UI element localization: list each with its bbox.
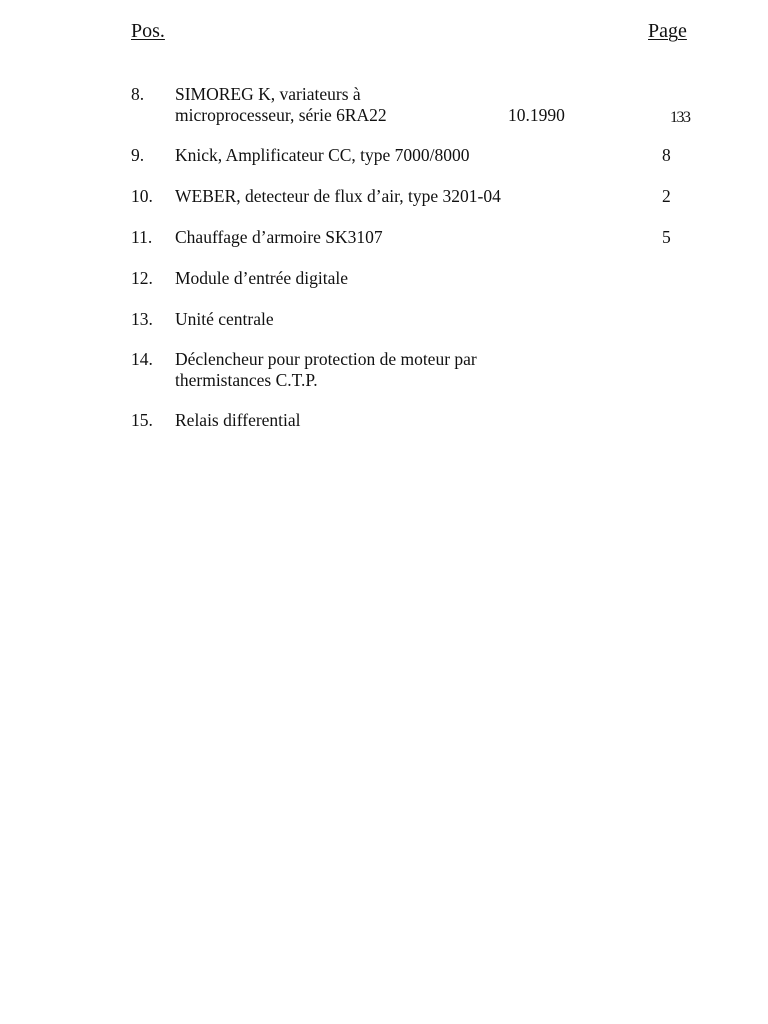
entry-title: Module d’entrée digitale [175, 268, 348, 288]
page-column-header: Page [648, 20, 687, 42]
entry-number: 15. [131, 410, 153, 430]
entry-page: 8 [662, 145, 671, 165]
entry-number: 14. [131, 349, 153, 369]
pos-column-header: Pos. [131, 20, 165, 42]
entry-number: 13. [131, 309, 153, 329]
entry-title: Unité centrale [175, 309, 274, 329]
entry-title: Knick, Amplificateur CC, type 7000/8000 [175, 145, 470, 165]
entry-number: 8. [131, 84, 145, 104]
entry-title: Chauffage d’armoire SK3107 [175, 227, 383, 247]
entry-date: 10.1990 [508, 105, 565, 125]
entry-number: 11. [131, 227, 153, 247]
entry-title: WEBER, detecteur de flux d’air, type 3201-04 [175, 186, 501, 206]
entry-page: 2 [662, 186, 671, 206]
entry-title: Relais differential [175, 410, 301, 430]
entry-number: 12. [131, 268, 153, 288]
entry-page: 5 [662, 227, 671, 247]
entry-title: Déclencheur pour protection de moteur par thermistances C.T.P. [175, 349, 477, 390]
entry-number: 9. [131, 145, 145, 165]
entry-title: SIMOREG K, variateurs à microprocesseur, série 6RA22 [175, 84, 387, 125]
entry-number: 10. [131, 186, 153, 206]
entry-page: 133 [670, 109, 690, 126]
